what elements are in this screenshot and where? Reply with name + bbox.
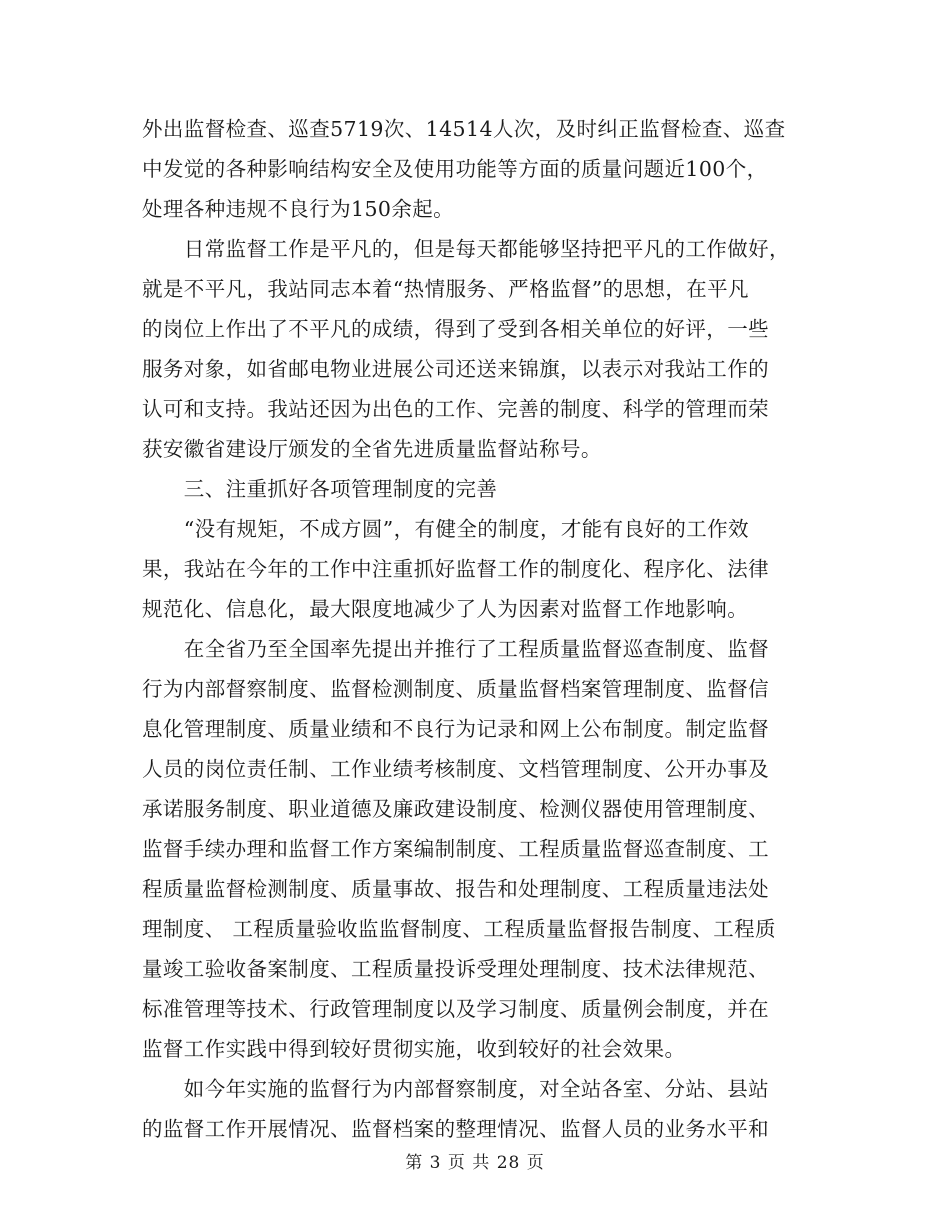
text-line: 标准管理等技术、行政管理制度以及学习制度、质量例会制度，并在: [142, 997, 769, 1021]
text-line: 日常监督工作是平凡的，但是每天都能够坚持把平凡的工作做好，: [142, 237, 790, 261]
text-line: 处理各种违规不良行为150余起。: [142, 197, 455, 221]
section-heading: 三、注重抓好各项管理制度的完善: [142, 477, 498, 501]
text-line: 理制度、 工程质量验收监监督制度、工程质量监督报告制度、工程质: [142, 917, 776, 941]
text-line: 中发觉的各种影响结构安全及使用功能等方面的质量问题近100个，: [142, 157, 768, 181]
text-line: 的岗位上作出了不平凡的成绩，得到了受到各相关单位的好评，一些: [142, 317, 769, 341]
text-line: 承诺服务制度、职业道德及廉政建设制度、检测仪器使用管理制度、: [142, 797, 769, 821]
text-line: “没有规矩，不成方圆”，有健全的制度，才能有良好的工作效: [142, 517, 749, 541]
text-line: 认可和支持。我站还因为出色的工作、完善的制度、科学的管理而荣: [142, 397, 769, 421]
text-line: 服务对象，如省邮电物业进展公司还送来锦旗，以表示对我站工作的: [142, 357, 769, 381]
text-line: 的监督工作开展情况、监督档案的整理情况、监督人员的业务水平和: [142, 1117, 769, 1141]
text-line: 息化管理制度、质量业绩和不良行为记录和网上公布制度。制定监督: [142, 717, 769, 741]
text-line: 在全省乃至全国率先提出并推行了工程质量监督巡查制度、监督: [142, 637, 769, 661]
text-line: 获安徽省建设厅颁发的全省先进质量监督站称号。: [142, 437, 602, 461]
page-number-footer: 第 3 页 共 28 页: [405, 1153, 545, 1173]
text-line: 人员的岗位责任制、工作业绩考核制度、文档管理制度、公开办事及: [142, 757, 769, 781]
text-line: 外出监督检查、巡查5719次、14514人次，及时纠正监督检查、巡查: [142, 117, 786, 141]
text-line: 规范化、信息化，最大限度地减少了人为因素对监督工作地影响。: [142, 597, 749, 621]
text-line: 监督工作实践中得到较好贯彻实施，收到较好的社会效果。: [142, 1037, 686, 1061]
text-line: 监督手续办理和监督工作方案编制制度、工程质量监督巡查制度、工: [142, 837, 769, 861]
text-line: 就是不平凡，我站同志本着“热情服务、严格监督”的思想，在平凡: [142, 277, 749, 301]
text-line: 果，我站在今年的工作中注重抓好监督工作的制度化、程序化、法律: [142, 557, 769, 581]
body-text: [142, 109, 812, 1149]
text-line: 如今年实施的监督行为内部督察制度，对全站各室、分站、县站: [142, 1077, 769, 1101]
text-line: 程质量监督检测制度、质量事故、报告和处理制度、工程质量违法处: [142, 877, 769, 901]
text-line: 量竣工验收备案制度、工程质量投诉受理处理制度、技术法律规范、: [142, 957, 769, 981]
text-line: 行为内部督察制度、监督检测制度、质量监督档案管理制度、监督信: [142, 677, 769, 701]
